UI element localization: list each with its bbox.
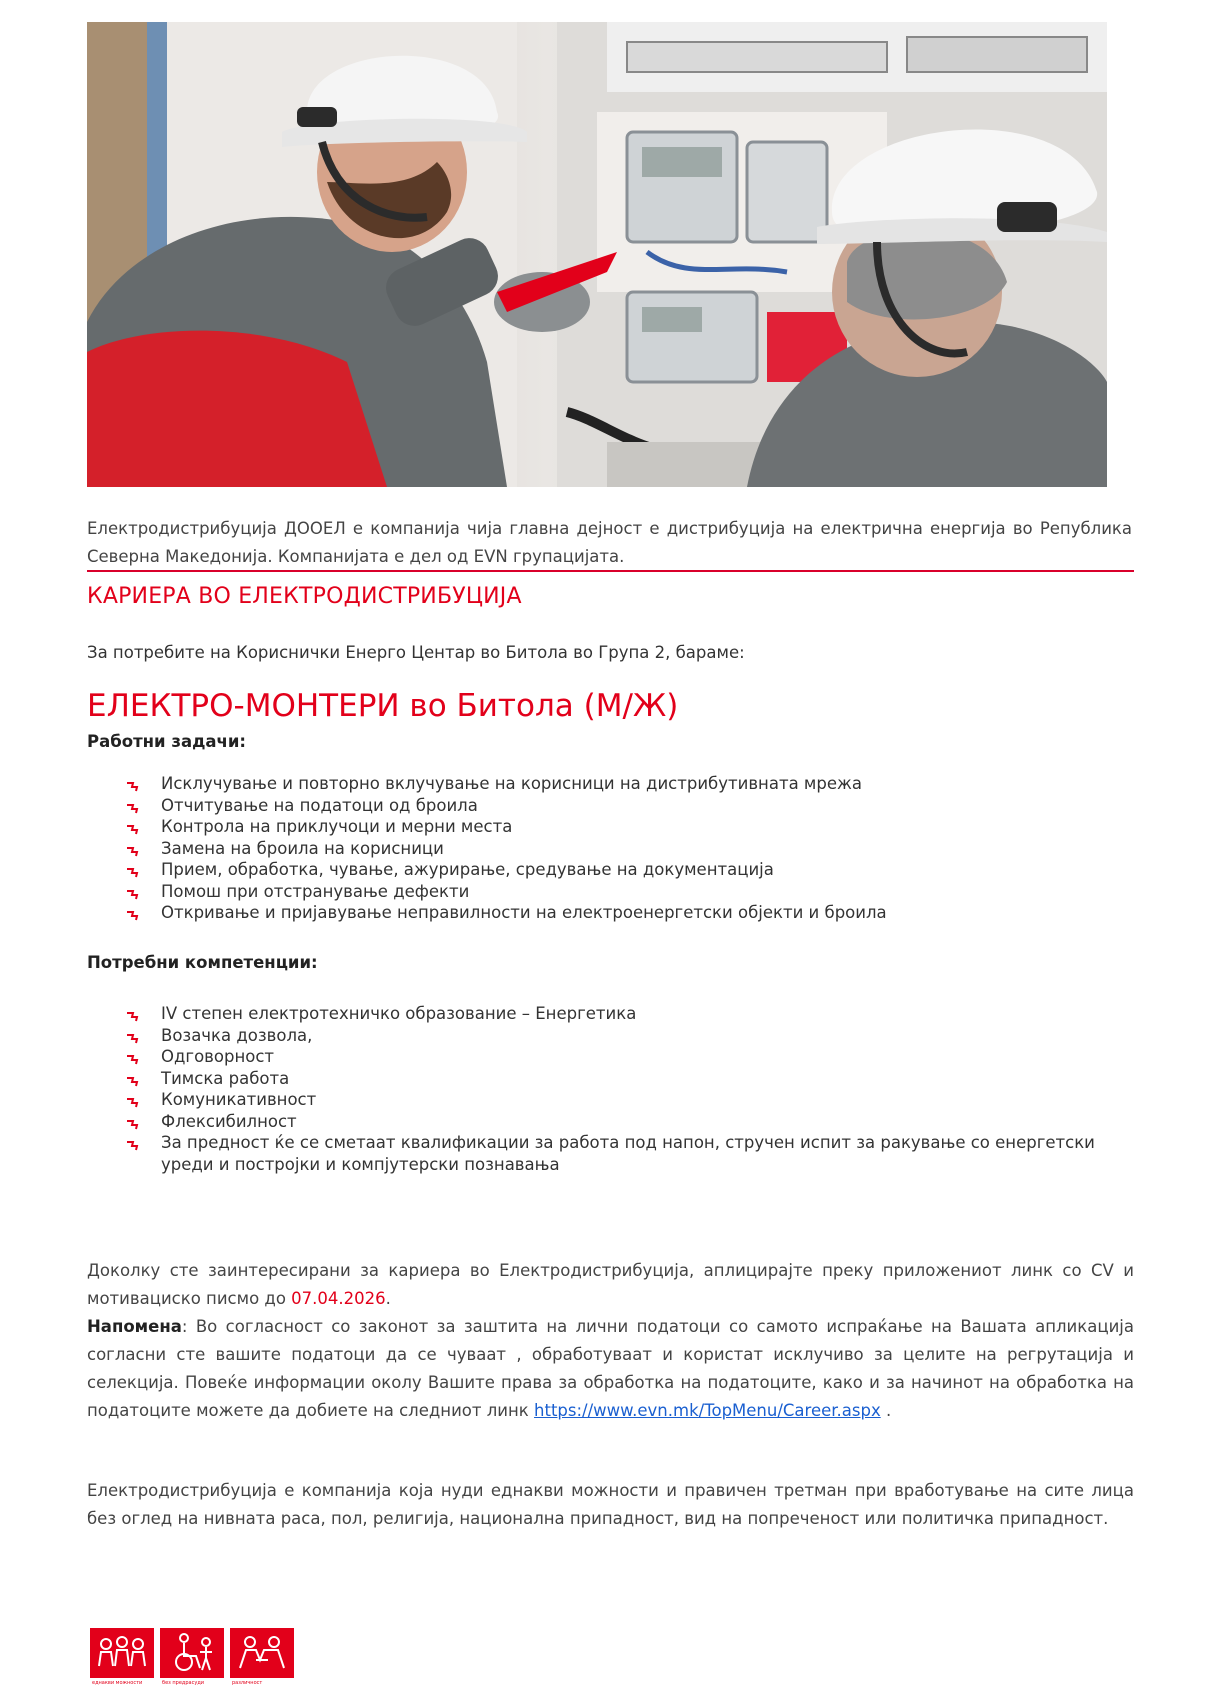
bullet-icon: [125, 1117, 143, 1131]
bullet-icon: [125, 908, 143, 922]
bullet-icon: [125, 822, 143, 836]
list-item: Контрола на приклучоци и мерни места: [125, 816, 1125, 838]
bullet-icon: [125, 1052, 143, 1066]
tasks-heading: Работни задачи:: [87, 732, 247, 751]
divider-line: [87, 570, 1134, 572]
bullet-icon: [125, 844, 143, 858]
list-item: IV степен електротехничко образование – Енергетика: [125, 1003, 1125, 1025]
list-item: Флексибилност: [125, 1111, 1125, 1133]
competencies-heading: Потребни компетенции:: [87, 953, 318, 972]
bullet-icon: [125, 801, 143, 815]
section-title: КАРИЕРА ВО ЕЛЕКТРОДИСТРИБУЦИЈА: [87, 584, 522, 609]
list-item: Возачка дозвола,: [125, 1025, 1125, 1047]
tasks-list: [125, 773, 1125, 924]
deadline-date: 07.04.2026: [291, 1289, 386, 1308]
electricians-illustration: [87, 22, 1107, 487]
equality-paragraph: Електродистрибуција е компанија која нуди еднакви можности и правичен третман при вработување на сите лица без оглед на нивната раса, пол, религија, национална припадност, вид на попреченост или политичка припадност.: [87, 1481, 1134, 1528]
apply-paragraph: Доколку сте заинтересирани за кариера во Електродистрибуција, аплицирајте преку приложениот линк со CV и мотивациско писмо до 07.04.2026.: [87, 1261, 1134, 1308]
list-item: Прием, обработка, чување, ажурирање, средување на документација: [125, 859, 1125, 881]
logo-badge: еднакви можности: [90, 1628, 154, 1678]
job-title: ЕЛЕКТРО-МОНТЕРИ во Битола (М/Ж): [87, 688, 679, 724]
bullet-icon: [125, 887, 143, 901]
logo-badge: без предрасуди: [160, 1628, 224, 1678]
diversity-icon: [230, 1628, 294, 1678]
competencies-list: [125, 1003, 1125, 1175]
accessibility-icon: [160, 1628, 224, 1678]
bullet-icon: [125, 779, 143, 793]
logo-badge: различност: [230, 1628, 294, 1678]
bullet-icon: [125, 865, 143, 879]
career-link[interactable]: https://www.evn.mk/TopMenu/Career.aspx: [534, 1401, 881, 1420]
list-item: Тимска работа: [125, 1068, 1125, 1090]
bullet-icon: [125, 1009, 143, 1023]
company-intro: Електродистрибуција ДООЕЛ е компанија чија главна дејност е дистрибуција на електрична енергија во Република Северна Македонија. Компанијата е дел од EVN групацијата.: [87, 519, 1132, 566]
bullet-icon: [125, 1074, 143, 1088]
list-item: Помош при отстранување дефекти: [125, 881, 1125, 903]
note-paragraph: Напомена: Во согласност со законот за заштита на лични податоци со самото испраќање на Вашата апликација согласни сте вашите податоци да се чуваат , обработуваат и користат исклучиво за целите на регрутација и селекција. Повеќе информации околу Вашите права за обработка на податоците, како и за начинот на обработка на податоците можете да добиете на следниот линк https://www.evn.mk/TopMenu/Career.aspx .: [87, 1317, 1134, 1420]
bullet-icon: [125, 1138, 143, 1152]
people-group-icon: [90, 1628, 154, 1678]
note-label: Напомена: [87, 1317, 182, 1336]
hero-photo: [87, 22, 1107, 487]
need-statement: За потребите на Кориснички Енерго Центар во Битола во Група 2, бараме:: [87, 643, 745, 662]
bullet-icon: [125, 1095, 143, 1109]
list-item: За предност ќе се сметаат квалификации за работа под напон, стручен испит за ракување со енергетски уреди и постројки и компјутерски познавања: [125, 1132, 1125, 1175]
list-item: Исклучување и повторно вклучување на корисници на дистрибутивната мрежа: [125, 773, 1125, 795]
bullet-icon: [125, 1031, 143, 1045]
list-item: Отчитување на податоци од броила: [125, 795, 1125, 817]
list-item: Одговорност: [125, 1046, 1125, 1068]
logos-row: [90, 1628, 294, 1686]
list-item: Откривање и пријавување неправилности на електроенергетски објекти и броила: [125, 902, 1125, 924]
list-item: Замена на броила на корисници: [125, 838, 1125, 860]
list-item: Комуникативност: [125, 1089, 1125, 1111]
